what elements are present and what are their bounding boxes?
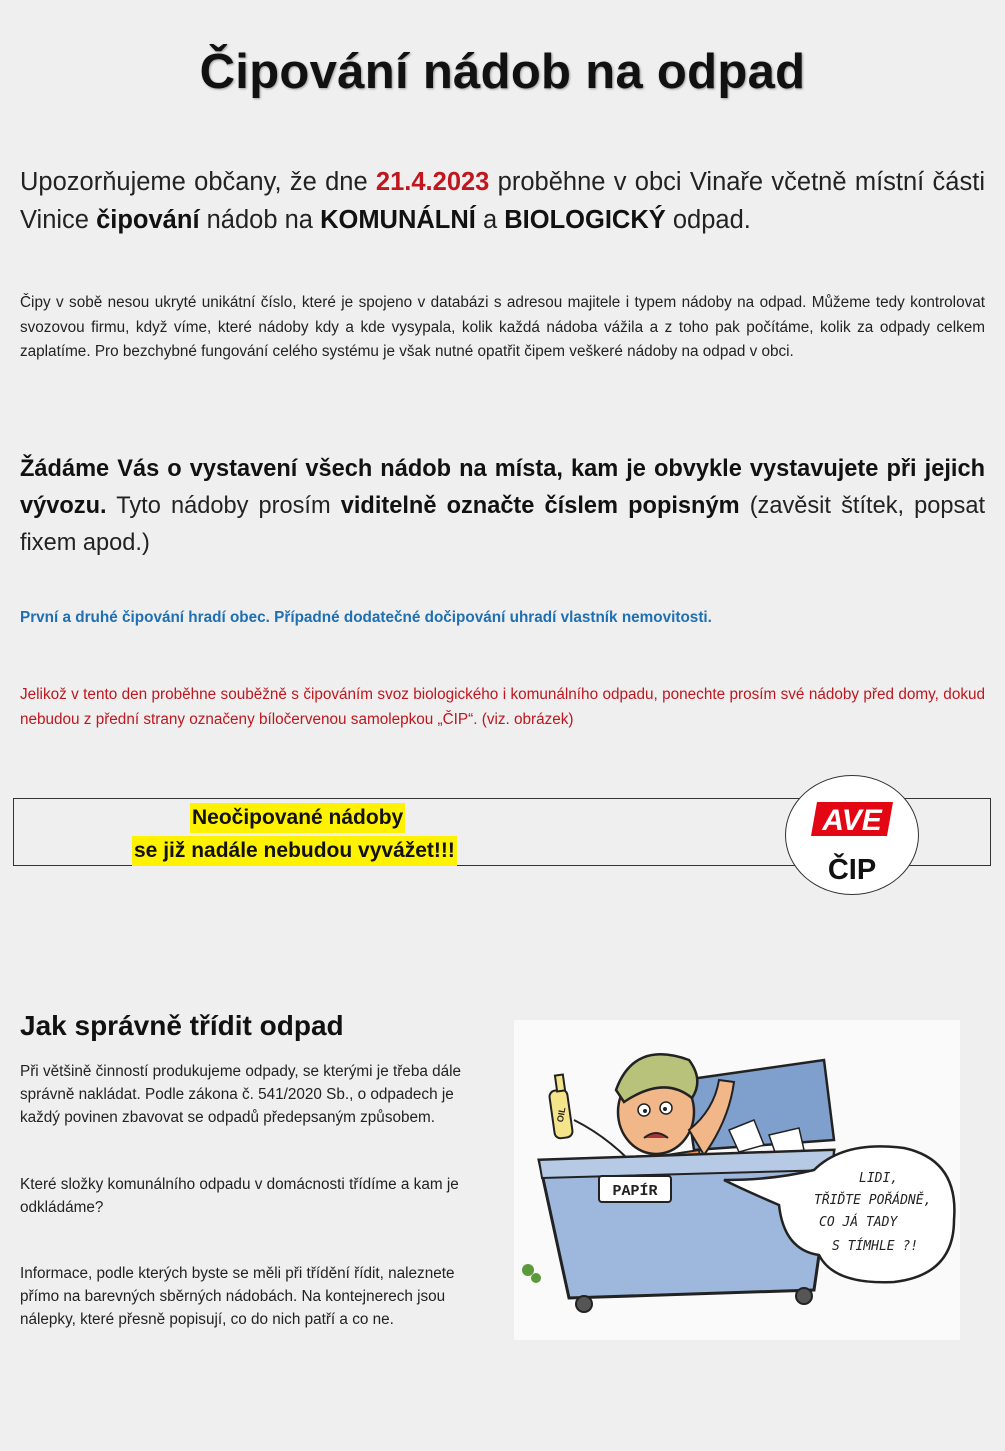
intro-text: a — [475, 206, 505, 234]
intro-text: proběhne v obci Vinaře včetně místní části Vinice — [20, 168, 985, 234]
speech-text: CO JÁ TADY — [819, 1215, 898, 1230]
chips-explanation: Čipy v sobě nesou ukryté unikátní číslo, které je spojeno v databázi s adresou majitele i typem nádoby na odpad. Můžeme tedy kontrolovat svozovou firmu, když víme, které nádoby kdy a kde vysypala, kolik každá nádoba vážila a z toho pak počítáme, kolik za odpady celkem zaplatíme. Pro bezchybné fungování celého systému je však nutné opatřit čipem veškeré nádoby na odpad v obci. — [20, 294, 985, 360]
request-text: (zavěsit štítek, popsat fixem apod.) — [20, 493, 986, 556]
request-bold: viditelně označte číslem popisným — [340, 493, 740, 519]
sorting-paragraph: Které složky komunálního odpadu v domácnosti třídíme a kam je odkládáme? — [20, 1176, 459, 1216]
sorting-paragraph: Informace, podle kterých byste se měli při třídění řídit, naleznete přímo na barevných sběrných nádobách. Na kontejnerech jsou nálepky, které přesně popisují, co do nich patří a co ne. — [20, 1265, 455, 1328]
ave-logo-text: AVE — [822, 804, 882, 837]
cartoon-drawing — [514, 1020, 960, 1340]
sorting-paragraph: Při většině činností produkujeme odpady, se kterými je třeba dále správně nakládat. Podle zákona č. 541/2020 Sb., o odpadech je každý povinen zbavovat se odpadů předepsaným způsobem. — [20, 1063, 462, 1126]
intro-text: nádob na — [199, 206, 321, 234]
bin-label: PAPÍR — [612, 1183, 658, 1200]
page-title: Čipování nádob na odpad — [199, 45, 806, 99]
speech-text: TŘIĎTE POŘÁDNĚ, — [814, 1193, 932, 1208]
speech-text: S TÍMHLE ?! — [832, 1239, 919, 1254]
intro-text: Upozorňujeme občany, že dne — [20, 168, 376, 196]
warning-line: se již nadále nebudou vyvážet!!! — [132, 836, 457, 866]
ave-logo — [809, 798, 897, 842]
intro-bold: KOMUNÁLNÍ — [320, 206, 476, 234]
intro-bold: čipování — [96, 206, 200, 234]
intro-text: odpad. — [665, 206, 751, 234]
sorting-heading: Jak správně třídit odpad — [20, 1010, 344, 1041]
cartoon-illustration — [514, 1020, 960, 1340]
request-text: Tyto nádoby prosím — [106, 493, 341, 519]
warning-line: Neočipované nádoby — [190, 803, 405, 833]
request-paragraph — [20, 451, 985, 562]
chip-sticker-badge — [785, 775, 919, 895]
request-bold: Žádáme Vás o vystavení všech nádob na místa, kam je obvykle vystavujete při jejich vývozu. — [20, 456, 985, 519]
intro-bold: BIOLOGICKÝ — [504, 206, 666, 234]
collection-note: Jelikož v tento den proběhne souběžně s čipováním svoz biologického i komunálního odpadu, ponechte prosím své nádoby před domy, dokud nebudou z přední strany označeny bíločervenou samolepkou „ČIP“. (viz. obrázek) — [20, 686, 985, 728]
payment-note: První a druhé čipování hradí obec. Případné dodatečné dočipování uhradí vlastník nemovitosti. — [20, 609, 712, 626]
bottle-label: OIL — [555, 1106, 568, 1123]
intro-paragraph — [20, 163, 985, 239]
chip-label: ČIP — [827, 854, 877, 886]
speech-text: LIDI, — [859, 1171, 899, 1186]
event-date: 21.4.2023 — [375, 168, 490, 196]
